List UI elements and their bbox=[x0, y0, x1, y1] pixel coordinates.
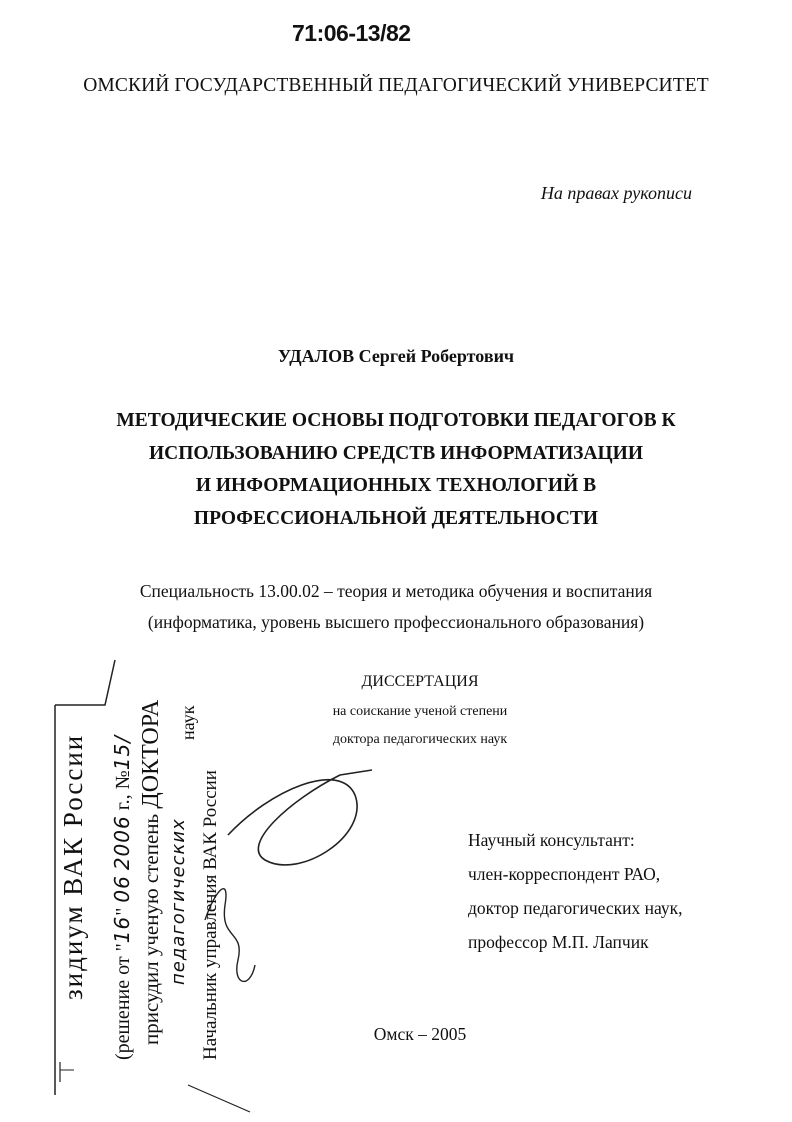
stamp-text: присудил ученую степень bbox=[139, 808, 163, 1045]
stamp-text: (решение от " bbox=[112, 943, 134, 1060]
stamp-text: г., № bbox=[112, 770, 134, 816]
stamp-handwritten-field: педагогических bbox=[168, 818, 189, 985]
stamp-text: " bbox=[112, 907, 134, 916]
specialty-line: (информатика, уровень высшего профессионального образования) bbox=[147, 612, 645, 632]
dissertation-title bbox=[96, 405, 696, 535]
degree-line: на соискание ученой степени bbox=[332, 704, 508, 719]
consultant-line: профессор М.П. Лапчик bbox=[468, 932, 649, 952]
stamp-handwritten-number: 15/ bbox=[110, 735, 134, 771]
archive-code: 71:06-13/82 bbox=[292, 20, 411, 46]
scientific-consultant bbox=[468, 823, 768, 959]
stamp-line: зидиум ВАК России bbox=[58, 733, 88, 1000]
title-line: МЕТОДИЧЕСКИЕ ОСНОВЫ ПОДГОТОВКИ ПЕДАГОГОВ К bbox=[116, 410, 676, 431]
degree-line: доктора педагогических наук bbox=[332, 732, 508, 747]
consultant-line: доктор педагогических наук, bbox=[468, 898, 683, 918]
consultant-line: член-корреспондент РАО, bbox=[468, 864, 661, 884]
author-name: УДАЛОВ Сергей Робертович bbox=[277, 346, 515, 366]
stamp-science-word: наук bbox=[178, 705, 198, 740]
stamp-handwritten-month: 06 bbox=[110, 875, 134, 903]
stamp-official-line: Начальник управления ВАК России bbox=[200, 770, 221, 1060]
specialty bbox=[96, 576, 696, 638]
title-line: ИСПОЛЬЗОВАНИЮ СРЕДСТВ ИНФОРМАТИЗАЦИИ bbox=[148, 442, 644, 464]
stamp-decision-line bbox=[110, 735, 135, 1060]
specialty-line: Специальность 13.00.02 – теория и методика обучения и воспитания bbox=[139, 581, 653, 601]
stamp-degree-line bbox=[138, 700, 165, 1045]
consultant-line: Научный консультант: bbox=[468, 830, 635, 850]
stamp-handwritten-day: 16 bbox=[110, 915, 134, 944]
university-name: ОМСКИЙ ГОСУДАРСТВЕННЫЙ ПЕДАГОГИЧЕСКИЙ УНИВЕРСИТЕТ bbox=[83, 75, 709, 96]
title-line: ПРОФЕССИОНАЛЬНОЙ ДЕЯТЕЛЬНОСТИ bbox=[193, 507, 599, 529]
manuscript-note: На правах рукописи bbox=[540, 183, 692, 203]
stamp-handwritten-year: 2006 bbox=[110, 815, 134, 871]
title-line: И ИНФОРМАЦИОННЫХ ТЕХНОЛОГИЙ В bbox=[195, 475, 597, 496]
stamp-degree: ДОКТОРА bbox=[138, 699, 164, 809]
dissertation-type: ДИССЕРТАЦИЯ bbox=[361, 673, 479, 690]
city-year: Омск – 2005 bbox=[373, 1024, 467, 1044]
